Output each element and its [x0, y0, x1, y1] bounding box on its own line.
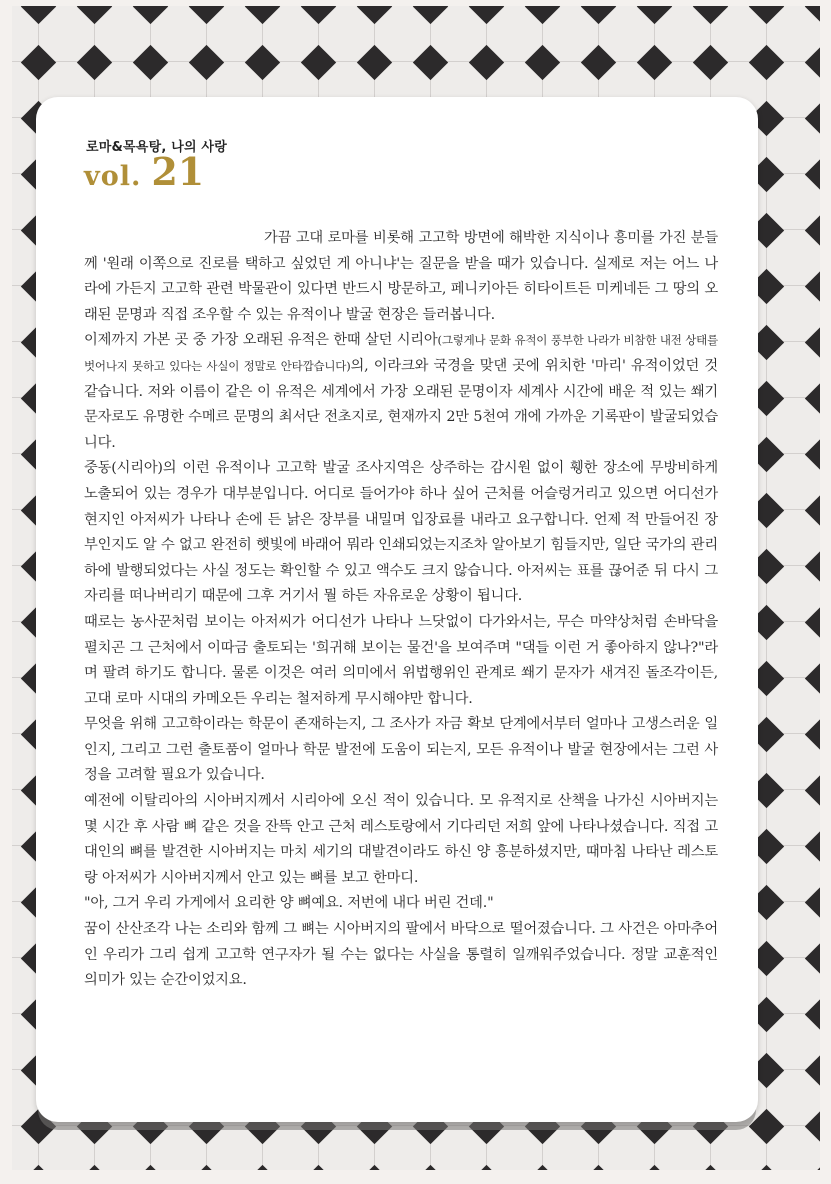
tile-diamond [300, 1164, 335, 1170]
tile-diamond [244, 6, 279, 24]
article-body [84, 226, 718, 994]
paragraph: 가끔 고대 로마를 비롯해 고고학 방면에 해박한 지식이나 흥미를 가진 분들께 '원래 이쪽으로 진로를 택하고 싶었던 게 아니냐'는 질문을 받을 때가 있습니다. 실제로 저는 어느 나라에 가든지 고고학 관련 박물관이 있다면 반드시 방문하고, 페니키아든 히타이트든 미케네든 그 땅의 오래된 문명과 직접 조우할 수 있는 유적이나 발굴 현장은 들러봅니다. [84, 230, 718, 323]
tile-diamond [300, 44, 335, 79]
tile-diamond [188, 6, 223, 24]
tile-diamond [468, 1164, 503, 1170]
tile-diamond [804, 660, 820, 695]
paragraph [84, 328, 718, 456]
volume-label [84, 149, 205, 200]
tile-diamond [20, 44, 55, 79]
series-title: 로마&목욕탕, 나의 사랑 [86, 140, 227, 155]
tile-diamond [188, 44, 223, 79]
tile-diamond [804, 436, 820, 471]
tile-diamond [692, 44, 727, 79]
tile-diamond [188, 1164, 223, 1170]
tile-diamond [580, 44, 615, 79]
volume-word: vol. [84, 161, 142, 192]
tile-diamond [244, 44, 279, 79]
tile-diamond [692, 6, 727, 24]
tile-diamond [76, 44, 111, 79]
tile-diamond [804, 380, 820, 415]
tile-diamond [244, 1164, 279, 1170]
tile-diamond [412, 6, 447, 24]
tile-diamond [356, 44, 391, 79]
tile-diamond [804, 940, 820, 975]
tile-diamond [636, 44, 671, 79]
paragraph: 무엇을 위해 고고학이라는 학문이 존재하는지, 그 조사가 자금 확보 단계에서부터 얼마나 고생스러운 일인지, 그리고 그런 출토품이 얼마나 학문 발전에 도움이 되는지, 모든 유적이나 발굴 현장에서는 그런 사정을 고려할 필요가 있습니다. [84, 716, 718, 784]
paragraph-text: 의, 이라크와 국경을 맞댄 곳에 위치한 '마리' 유적이었던 것 같습니다. 저와 이름이 같은 이 유적은 세계에서 가장 오래된 문명이자 세계사 시간에 배운 적 있는 쐐기 문자로도 유명한 수메르 문명의 최서단 전초지로, 현재까지 2만 5천여 개에 가까운 기록판이 발굴되었습니다. [84, 357, 719, 451]
paragraph: 때로는 농사꾼처럼 보이는 아저씨가 어디선가 나타나 느닷없이 다가와서는, 무슨 마약상처럼 손바닥을 펼치곤 그 근처에서 이따금 출토되는 '희귀해 보이는 물건'을 보여주며 "댁들 이런 거 좋아하지 않나?"라며 팔려 하기도 합니다. 물론 이것은 여러 의미에서 위법행위인 관계로 쐐기 문자가 새겨진 돌조각이든, 고대 로마 시대의 카메오든 우리는 철저하게 무시해야만 합니다. [84, 613, 718, 707]
tile-diamond [804, 772, 820, 807]
tile-diamond [76, 1164, 111, 1170]
tile-diamond [524, 6, 559, 24]
paragraph: "아, 그거 우리 가게에서 요리한 양 뼈예요. 저번에 내다 버린 건데." [84, 895, 494, 912]
tile-diamond [580, 1164, 615, 1170]
volume-number: 21 [151, 149, 205, 194]
tile-diamond [580, 6, 615, 24]
paragraph-text: 이제까지 가본 곳 중 가장 오래된 유적은 한때 살던 시리아 [84, 332, 438, 349]
tile-diamond [804, 324, 820, 359]
tile-diamond [468, 44, 503, 79]
tile-diamond [804, 1164, 820, 1170]
paragraph: 중동(시리아)의 이런 유적이나 고고학 발굴 조사지역은 상주하는 감시원 없이 휑한 장소에 무방비하게 노출되어 있는 경우가 대부분입니다. 어디로 들어가야 하나 싶어 근처를 어슬렁거리고 있으면 어디선가 현지인 아저씨가 나타나 손에 든 낡은 장부를 내밀며 입장료를 내라고 요구합니다. 언제 적 만들어진 장부인지도 알 수 없고 완전히 햇빛에 바래어 뭐라 인쇄되었는지조차 알아보기 힘들지만, 일단 국가의 관리 하에 발행되었다는 사실 정도는 확인할 수 있고 액수도 크지 않습니다. 아저씨는 표를 끊어준 뒤 다시 그 자리를 떠나버리기 때문에 그후 거기서 뭘 하든 자유로운 상황이 됩니다. [84, 460, 718, 605]
tile-diamond [804, 996, 820, 1031]
tile-diamond [804, 6, 820, 24]
tile-diamond [468, 6, 503, 24]
tile-diamond [804, 44, 820, 79]
tile-diamond [804, 268, 820, 303]
paragraph: 꿈이 산산조각 나는 소리와 함께 그 뼈는 시아버지의 팔에서 바닥으로 떨어졌습니다. 그 사건은 아마추어인 우리가 그리 쉽게 고고학 연구자가 될 수는 없다는 사실을 통렬히 일깨워주었습니다. 정말 교훈적인 의미가 있는 순간이었지요. [84, 921, 718, 989]
tile-diamond [692, 1164, 727, 1170]
tile-diamond [804, 212, 820, 247]
tile-diamond [748, 1108, 783, 1143]
tile-diamond [804, 548, 820, 583]
tile-diamond [804, 156, 820, 191]
tile-diamond [132, 44, 167, 79]
tile-diamond [804, 492, 820, 527]
tile-diamond [356, 1164, 391, 1170]
tile-diamond [804, 1108, 820, 1143]
tile-diamond [412, 1164, 447, 1170]
tile-diamond [20, 1164, 55, 1170]
tile-diamond [76, 6, 111, 24]
tile-diamond [636, 1164, 671, 1170]
tile-diamond [524, 44, 559, 79]
tile-diamond [524, 1164, 559, 1170]
paragraph: 예전에 이탈리아의 시아버지께서 시리아에 오신 적이 있습니다. 모 유적지로 산책을 나가신 시아버지는 몇 시간 후 사람 뼈 같은 것을 잔뜩 안고 근처 레스토랑에서 기다리던 저희 앞에 나타나셨습니다. 직접 고대인의 뼈를 발견한 시아버지는 마치 세기의 대발견이라도 하신 양 흥분하셨지만, 때마침 나타난 레스토랑 아저씨가 시아버지께서 안고 있는 뼈를 보고 한마디. [84, 793, 718, 886]
tile-diamond [804, 716, 820, 751]
tile-diamond [804, 604, 820, 639]
tile-diamond [132, 1164, 167, 1170]
tile-diamond [804, 884, 820, 919]
tile-diamond [804, 1052, 820, 1087]
tile-diamond [804, 828, 820, 863]
tile-diamond [748, 1164, 783, 1170]
tile-diamond [748, 6, 783, 24]
tile-diamond [412, 44, 447, 79]
tile-diamond [132, 6, 167, 24]
tile-diamond [20, 6, 55, 24]
tile-diamond [356, 6, 391, 24]
tile-diamond [636, 6, 671, 24]
tile-diamond [804, 100, 820, 135]
tile-diamond [300, 6, 335, 24]
tile-diamond [748, 44, 783, 79]
paragraph-note: (그렇게나 문화 유적이 풍부한 나라가 비참한 내전 상태를 벗어나지 못하고 있다는 사실이 정말로 안타깝습니다) [84, 333, 718, 373]
